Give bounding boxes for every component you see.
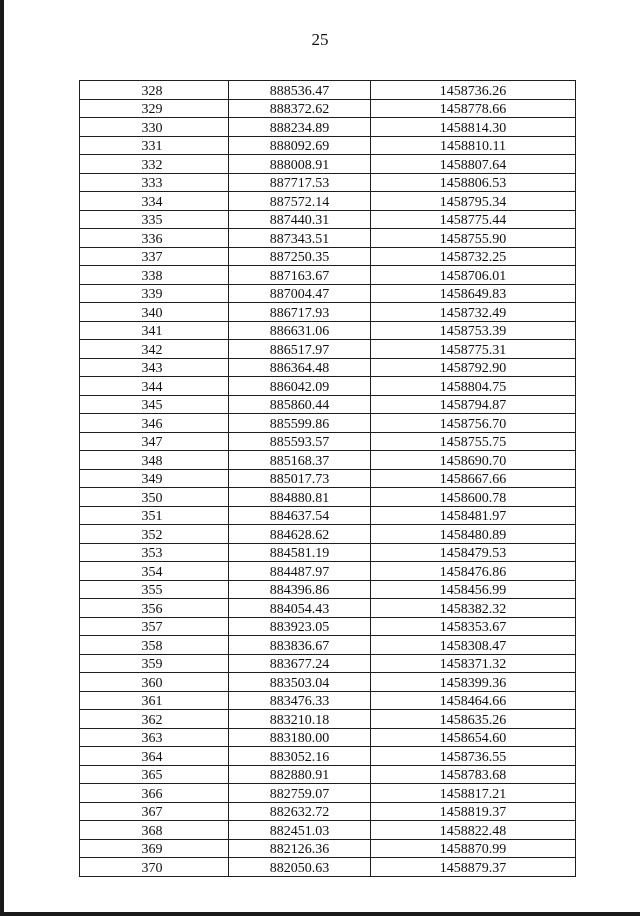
point-number-cell: 348 [80,451,229,470]
y-coordinate-cell: 1458464.66 [371,691,576,710]
point-number-cell: 360 [80,673,229,692]
x-coordinate-cell: 883836.67 [229,636,371,655]
point-number-cell: 368 [80,821,229,840]
table-row [80,636,576,655]
y-coordinate-cell: 1458479.53 [371,543,576,562]
y-coordinate-cell: 1458792.90 [371,358,576,377]
table-row [80,358,576,377]
point-number-cell: 345 [80,395,229,414]
point-number-cell: 334 [80,192,229,211]
y-coordinate-cell: 1458753.39 [371,321,576,340]
table-row [80,266,576,285]
table-row [80,303,576,322]
x-coordinate-cell: 887572.14 [229,192,371,211]
point-number-cell: 339 [80,284,229,303]
point-number-cell: 358 [80,636,229,655]
table-row [80,728,576,747]
scan-edge-bottom [0,912,640,916]
y-coordinate-cell: 1458822.48 [371,821,576,840]
point-number-cell: 354 [80,562,229,581]
x-coordinate-cell: 885593.57 [229,432,371,451]
point-number-cell: 352 [80,525,229,544]
point-number-cell: 365 [80,765,229,784]
point-number-cell: 329 [80,99,229,118]
x-coordinate-cell: 887250.35 [229,247,371,266]
x-coordinate-cell: 888536.47 [229,81,371,100]
coordinates-table-body [80,81,576,877]
table-row [80,580,576,599]
point-number-cell: 350 [80,488,229,507]
y-coordinate-cell: 1458810.11 [371,136,576,155]
y-coordinate-cell: 1458775.31 [371,340,576,359]
y-coordinate-cell: 1458817.21 [371,784,576,803]
x-coordinate-cell: 887717.53 [229,173,371,192]
x-coordinate-cell: 884880.81 [229,488,371,507]
point-number-cell: 330 [80,118,229,137]
table-row [80,118,576,137]
table-row [80,210,576,229]
table-row [80,247,576,266]
table-row [80,136,576,155]
point-number-cell: 359 [80,654,229,673]
point-number-cell: 357 [80,617,229,636]
x-coordinate-cell: 887163.67 [229,266,371,285]
table-row [80,673,576,692]
y-coordinate-cell: 1458480.89 [371,525,576,544]
table-row [80,506,576,525]
point-number-cell: 328 [80,81,229,100]
x-coordinate-cell: 885860.44 [229,395,371,414]
point-number-cell: 341 [80,321,229,340]
table-row [80,414,576,433]
table-row [80,155,576,174]
x-coordinate-cell: 886631.06 [229,321,371,340]
x-coordinate-cell: 887343.51 [229,229,371,248]
point-number-cell: 349 [80,469,229,488]
table-row [80,784,576,803]
y-coordinate-cell: 1458667.66 [371,469,576,488]
table-row [80,858,576,877]
x-coordinate-cell: 884581.19 [229,543,371,562]
x-coordinate-cell: 887440.31 [229,210,371,229]
y-coordinate-cell: 1458706.01 [371,266,576,285]
x-coordinate-cell: 885017.73 [229,469,371,488]
point-number-cell: 338 [80,266,229,285]
y-coordinate-cell: 1458775.44 [371,210,576,229]
table-row [80,562,576,581]
table-row [80,747,576,766]
y-coordinate-cell: 1458308.47 [371,636,576,655]
table-row [80,81,576,100]
y-coordinate-cell: 1458736.26 [371,81,576,100]
table-row [80,321,576,340]
point-number-cell: 347 [80,432,229,451]
table-row [80,395,576,414]
y-coordinate-cell: 1458353.67 [371,617,576,636]
table-row [80,99,576,118]
point-number-cell: 353 [80,543,229,562]
point-number-cell: 337 [80,247,229,266]
point-number-cell: 369 [80,839,229,858]
scan-edge-left [0,0,4,916]
x-coordinate-cell: 884628.62 [229,525,371,544]
point-number-cell: 370 [80,858,229,877]
x-coordinate-cell: 886517.97 [229,340,371,359]
table-row [80,469,576,488]
y-coordinate-cell: 1458382.32 [371,599,576,618]
coordinates-table [79,80,576,877]
x-coordinate-cell: 882632.72 [229,802,371,821]
y-coordinate-cell: 1458456.99 [371,580,576,599]
y-coordinate-cell: 1458654.60 [371,728,576,747]
y-coordinate-cell: 1458399.36 [371,673,576,692]
page-number: 25 [311,30,329,49]
point-number-cell: 366 [80,784,229,803]
y-coordinate-cell: 1458814.30 [371,118,576,137]
x-coordinate-cell: 884054.43 [229,599,371,618]
y-coordinate-cell: 1458756.70 [371,414,576,433]
x-coordinate-cell: 883180.00 [229,728,371,747]
x-coordinate-cell: 883052.16 [229,747,371,766]
y-coordinate-cell: 1458794.87 [371,395,576,414]
x-coordinate-cell: 886364.48 [229,358,371,377]
table-row [80,488,576,507]
y-coordinate-cell: 1458649.83 [371,284,576,303]
point-number-cell: 344 [80,377,229,396]
x-coordinate-cell: 885168.37 [229,451,371,470]
table-row [80,839,576,858]
y-coordinate-cell: 1458755.90 [371,229,576,248]
table-row [80,192,576,211]
y-coordinate-cell: 1458732.25 [371,247,576,266]
y-coordinate-cell: 1458600.78 [371,488,576,507]
y-coordinate-cell: 1458807.64 [371,155,576,174]
table-row [80,654,576,673]
x-coordinate-cell: 886717.93 [229,303,371,322]
point-number-cell: 361 [80,691,229,710]
point-number-cell: 333 [80,173,229,192]
y-coordinate-cell: 1458819.37 [371,802,576,821]
point-number-cell: 363 [80,728,229,747]
point-number-cell: 367 [80,802,229,821]
point-number-cell: 332 [80,155,229,174]
x-coordinate-cell: 882050.63 [229,858,371,877]
y-coordinate-cell: 1458795.34 [371,192,576,211]
table-row [80,691,576,710]
table-row [80,377,576,396]
x-coordinate-cell: 888372.62 [229,99,371,118]
point-number-cell: 355 [80,580,229,599]
table-row [80,802,576,821]
table-row [80,173,576,192]
point-number-cell: 336 [80,229,229,248]
table-row [80,229,576,248]
x-coordinate-cell: 883677.24 [229,654,371,673]
x-coordinate-cell: 882126.36 [229,839,371,858]
point-number-cell: 346 [80,414,229,433]
table-row [80,451,576,470]
x-coordinate-cell: 885599.86 [229,414,371,433]
y-coordinate-cell: 1458481.97 [371,506,576,525]
x-coordinate-cell: 882451.03 [229,821,371,840]
x-coordinate-cell: 886042.09 [229,377,371,396]
y-coordinate-cell: 1458736.55 [371,747,576,766]
table-row [80,525,576,544]
point-number-cell: 335 [80,210,229,229]
point-number-cell: 356 [80,599,229,618]
x-coordinate-cell: 887004.47 [229,284,371,303]
table-row [80,432,576,451]
y-coordinate-cell: 1458371.32 [371,654,576,673]
table-row [80,599,576,618]
point-number-cell: 340 [80,303,229,322]
table-row [80,710,576,729]
y-coordinate-cell: 1458804.75 [371,377,576,396]
table-row [80,340,576,359]
point-number-cell: 331 [80,136,229,155]
point-number-cell: 364 [80,747,229,766]
x-coordinate-cell: 883923.05 [229,617,371,636]
x-coordinate-cell: 888092.69 [229,136,371,155]
y-coordinate-cell: 1458879.37 [371,858,576,877]
x-coordinate-cell: 888008.91 [229,155,371,174]
x-coordinate-cell: 884637.54 [229,506,371,525]
point-number-cell: 351 [80,506,229,525]
table-row [80,543,576,562]
y-coordinate-cell: 1458635.26 [371,710,576,729]
y-coordinate-cell: 1458778.66 [371,99,576,118]
x-coordinate-cell: 882759.07 [229,784,371,803]
y-coordinate-cell: 1458806.53 [371,173,576,192]
point-number-cell: 343 [80,358,229,377]
x-coordinate-cell: 883476.33 [229,691,371,710]
table-row [80,617,576,636]
table-row [80,821,576,840]
x-coordinate-cell: 882880.91 [229,765,371,784]
point-number-cell: 362 [80,710,229,729]
x-coordinate-cell: 884396.86 [229,580,371,599]
y-coordinate-cell: 1458870.99 [371,839,576,858]
y-coordinate-cell: 1458476.86 [371,562,576,581]
point-number-cell: 342 [80,340,229,359]
y-coordinate-cell: 1458732.49 [371,303,576,322]
x-coordinate-cell: 888234.89 [229,118,371,137]
x-coordinate-cell: 883210.18 [229,710,371,729]
x-coordinate-cell: 884487.97 [229,562,371,581]
table-row [80,284,576,303]
y-coordinate-cell: 1458755.75 [371,432,576,451]
x-coordinate-cell: 883503.04 [229,673,371,692]
y-coordinate-cell: 1458690.70 [371,451,576,470]
table-row [80,765,576,784]
y-coordinate-cell: 1458783.68 [371,765,576,784]
